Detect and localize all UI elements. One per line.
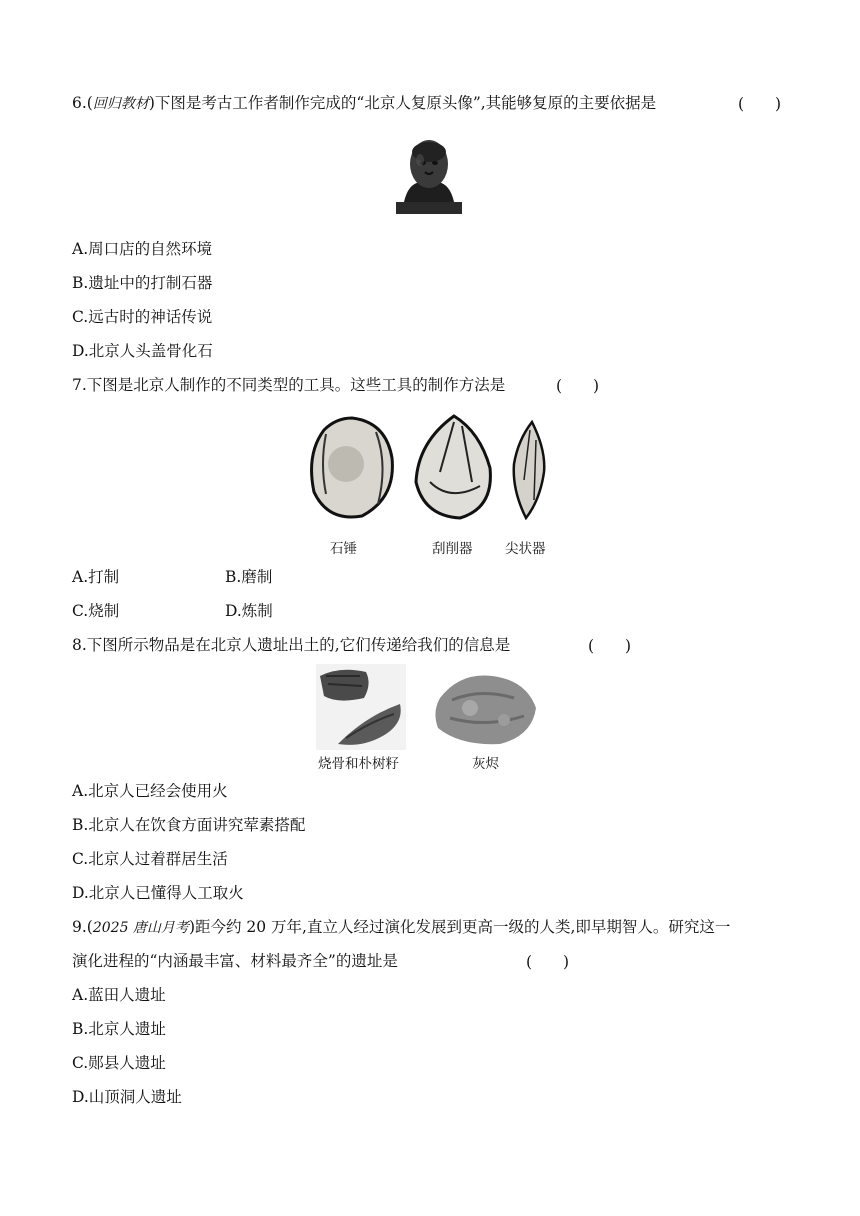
q6-source-tag: 回归教材	[92, 96, 149, 112]
q9-option-a: A.蓝田人遗址	[72, 986, 166, 1004]
q9-option-d: D.山顶洞人遗址	[72, 1088, 182, 1106]
q7-option-b: B.磨制	[225, 568, 273, 586]
q8-option-c: C.北京人过着群居生活	[72, 850, 228, 868]
ashes-image	[430, 668, 542, 748]
q9-stem-line1	[72, 916, 730, 939]
q7-option-a: A.打制	[72, 568, 120, 586]
q6-number: 6.(	[72, 94, 93, 112]
q9-option-c: C.郧县人遗址	[72, 1054, 166, 1072]
stone-hammer-caption: 石锤	[330, 541, 357, 557]
burnt-bones-caption: 烧骨和朴树籽	[318, 756, 399, 772]
q9-option-b: B.北京人遗址	[72, 1020, 166, 1038]
q6-answer-paren: ( )	[738, 95, 782, 113]
q9-stem-line2: 演化进程的“内涵最丰富、材料最齐全”的遗址是	[72, 952, 398, 970]
q9-source-tag: 2025 唐山月考	[92, 920, 189, 936]
stone-hammer-image	[306, 414, 398, 522]
q7-stem: 7.下图是北京人制作的不同类型的工具。这些工具的制作方法是	[72, 376, 506, 394]
burnt-bones-image	[316, 664, 406, 750]
q7-answer-paren: ( )	[556, 377, 600, 395]
q8-option-b: B.北京人在饮食方面讲究荤素搭配	[72, 816, 306, 834]
q9-number: 9.(	[72, 918, 93, 936]
q8-option-a: A.北京人已经会使用火	[72, 782, 228, 800]
q6-option-b: B.遗址中的打制石器	[72, 274, 213, 292]
ashes-caption: 灰烬	[472, 756, 499, 772]
q6-stem	[72, 92, 656, 115]
q8-answer-paren: ( )	[588, 637, 632, 655]
q6-stem-text: )下图是考古工作者制作完成的“北京人复原头像”,其能够复原的主要依据是	[148, 94, 657, 112]
q8-stem: 8.下图所示物品是在北京人遗址出土的,它们传递给我们的信息是	[72, 636, 511, 654]
scraper-caption: 刮削器	[432, 541, 473, 557]
q6-option-d: D.北京人头盖骨化石	[72, 342, 213, 360]
peking-man-bust-image	[390, 132, 468, 218]
q9-stem-text: )距今约 20 万年,直立人经过演化发展到更高一级的人类,即早期智人。研究这一	[188, 918, 731, 936]
scraper-image	[410, 412, 496, 522]
pointed-tool-image	[508, 420, 550, 520]
q6-option-a: A.周口店的自然环境	[72, 240, 213, 258]
pointed-tool-caption: 尖状器	[505, 541, 546, 557]
q6-option-c: C.远古时的神话传说	[72, 308, 213, 326]
q9-answer-paren: ( )	[526, 953, 570, 971]
q7-option-d: D.炼制	[225, 602, 273, 620]
q8-option-d: D.北京人已懂得人工取火	[72, 884, 244, 902]
q7-option-c: C.烧制	[72, 602, 120, 620]
